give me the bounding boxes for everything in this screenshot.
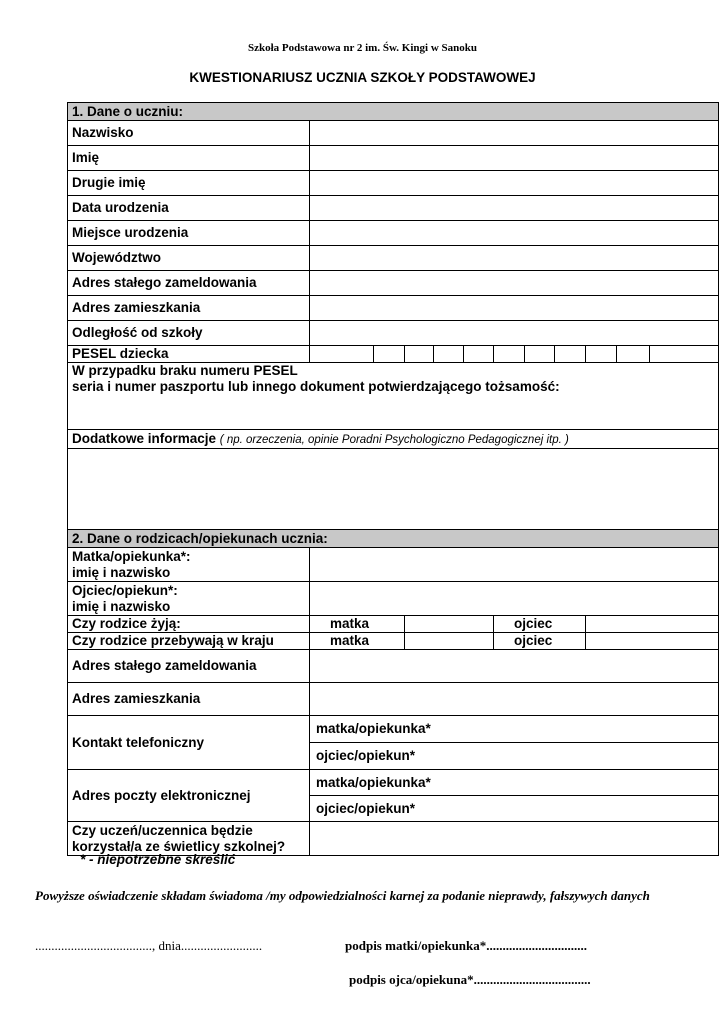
- label-afterschool: [68, 822, 310, 856]
- passport-line2: seria i numer paszportu lub innego dokument potwierdzającego tożsamość:: [72, 379, 560, 394]
- pesel-digit-5[interactable]: [464, 346, 494, 363]
- alive-father-input[interactable]: [586, 616, 719, 633]
- country-father-label: ojciec: [494, 633, 586, 650]
- input-mother-name[interactable]: [310, 548, 719, 582]
- afterschool-line2: korzystał/a ze świetlicy szkolnej?: [72, 838, 286, 854]
- pesel-digit-11[interactable]: [650, 346, 719, 363]
- phone-father[interactable]: ojciec/opiekun*: [310, 743, 719, 770]
- label-data-urodzenia: Data urodzenia: [68, 196, 310, 221]
- label-parents-address-perm: Adres stałego zameldowania: [68, 650, 310, 683]
- declaration: Powyższe oświadczenie składam świadoma /my odpowiedzialności karnej za podanie nieprawdy, fałszywych danych: [35, 888, 650, 903]
- label-adres-zameldowania: Adres stałego zameldowania: [68, 271, 310, 296]
- input-parents-address-perm[interactable]: [310, 650, 719, 683]
- date-line[interactable]: ...................................., dnia.........................: [35, 938, 263, 953]
- pesel-digit-4[interactable]: [434, 346, 464, 363]
- input-odleglosc[interactable]: [310, 321, 719, 346]
- pesel-digit-7[interactable]: [525, 346, 555, 363]
- extra-info-hint: ( np. orzeczenia, opinie Poradni Psychologiczno Pedagogicznej itp. ): [219, 433, 569, 446]
- input-data-urodzenia[interactable]: [310, 196, 719, 221]
- alive-mother-input[interactable]: [405, 616, 494, 633]
- label-father-name: [68, 582, 310, 616]
- mother-name-line2: imię i nazwisko: [72, 564, 171, 580]
- afterschool-line1: Czy uczeń/uczennica będzie: [72, 822, 253, 838]
- label-parents-in-country: Czy rodzice przebywają w kraju: [68, 633, 310, 650]
- passport-line1: W przypadku braku numeru PESEL: [72, 363, 298, 378]
- label-mother-name: [68, 548, 310, 582]
- pesel-digit-9[interactable]: [586, 346, 617, 363]
- label-miejsce-urodzenia: Miejsce urodzenia: [68, 221, 310, 246]
- father-name-line1: Ojciec/opiekun*:: [72, 582, 178, 598]
- input-wojewodztwo[interactable]: [310, 246, 719, 271]
- footnote: * - niepotrzebne skreślić: [80, 852, 236, 867]
- pesel-digit-3[interactable]: [405, 346, 434, 363]
- label-drugie-imie: Drugie imię: [68, 171, 310, 196]
- form-title: KWESTIONARIUSZ UCZNIA SZKOŁY PODSTAWOWEJ: [189, 70, 536, 85]
- signature-mother[interactable]: podpis matki/opiekunka*...............................: [345, 938, 588, 953]
- label-pesel: PESEL dziecka: [68, 346, 310, 363]
- label-parents-alive: Czy rodzice żyją:: [68, 616, 310, 633]
- phone-mother[interactable]: matka/opiekunka*: [310, 716, 719, 743]
- section2-heading: 2. Dane o rodzicach/opiekunach ucznia:: [68, 530, 719, 548]
- mother-name-line1: Matka/opiekunka*:: [72, 548, 191, 564]
- pesel-digit-6[interactable]: [494, 346, 525, 363]
- passport-cell[interactable]: [68, 363, 719, 430]
- label-phone: Kontakt telefoniczny: [68, 716, 310, 770]
- country-father-input[interactable]: [586, 633, 719, 650]
- label-adres-zamieszkania: Adres zamieszkania: [68, 296, 310, 321]
- questionnaire-table: [67, 102, 719, 856]
- father-name-line2: imię i nazwisko: [72, 598, 171, 614]
- input-father-name[interactable]: [310, 582, 719, 616]
- email-father[interactable]: ojciec/opiekun*: [310, 796, 719, 822]
- pesel-digit-10[interactable]: [617, 346, 650, 363]
- country-mother-input[interactable]: [405, 633, 494, 650]
- input-parents-address-live[interactable]: [310, 683, 719, 716]
- label-parents-address-live: Adres zamieszkania: [68, 683, 310, 716]
- extra-info-input[interactable]: [68, 449, 719, 530]
- alive-mother-label: matka: [310, 616, 405, 633]
- signature-father[interactable]: podpis ojca/opiekuna*....................................: [349, 972, 591, 987]
- input-nazwisko[interactable]: [310, 121, 719, 146]
- extra-info-heading: [68, 430, 719, 449]
- input-adres-zameldowania[interactable]: [310, 271, 719, 296]
- label-wojewodztwo: Województwo: [68, 246, 310, 271]
- input-drugie-imie[interactable]: [310, 171, 719, 196]
- label-odleglosc: Odległość od szkoły: [68, 321, 310, 346]
- pesel-digit-8[interactable]: [555, 346, 586, 363]
- school-name: Szkoła Podstawowa nr 2 im. Św. Kingi w Sanoku: [247, 42, 478, 54]
- label-imie: Imię: [68, 146, 310, 171]
- extra-info-label: Dodatkowe informacje: [72, 430, 217, 446]
- input-afterschool[interactable]: [310, 822, 719, 856]
- input-imie[interactable]: [310, 146, 719, 171]
- pesel-digit-1[interactable]: [310, 346, 374, 363]
- label-nazwisko: Nazwisko: [68, 121, 310, 146]
- pesel-digit-2[interactable]: [374, 346, 405, 363]
- input-miejsce-urodzenia[interactable]: [310, 221, 719, 246]
- email-mother[interactable]: matka/opiekunka*: [310, 770, 719, 796]
- country-mother-label: matka: [310, 633, 405, 650]
- input-adres-zamieszkania[interactable]: [310, 296, 719, 321]
- alive-father-label: ojciec: [494, 616, 586, 633]
- label-email: Adres poczty elektronicznej: [68, 770, 310, 822]
- section1-heading: 1. Dane o uczniu:: [68, 103, 719, 121]
